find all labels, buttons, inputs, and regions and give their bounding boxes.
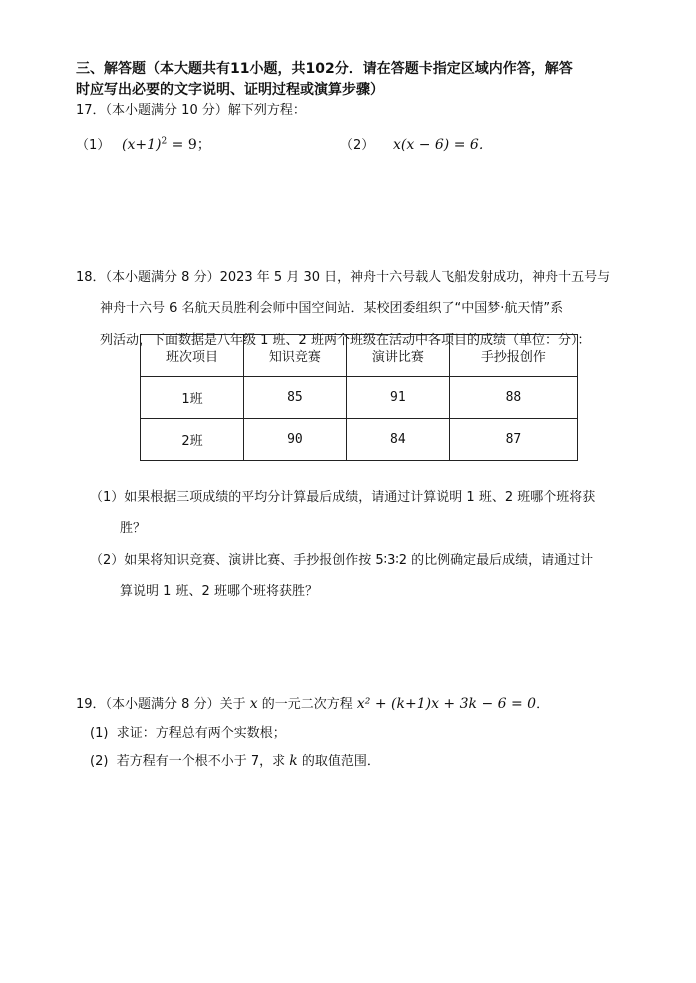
table-cell: 91 [346,377,449,419]
section-heading-title: 三、解答题 [76,61,146,77]
q17-part2-equation: x(x − 6) = 6． [393,137,493,153]
q18-line3: 列活动，下面数据是八年级 1 班、2 班两个班级在活动中各项目的成绩（单位：分）： [100,333,591,348]
q17-part1-label: （1） [76,138,111,153]
q19-header [76,694,549,715]
table-cell: 84 [346,419,449,461]
q17-header-text: （本小题满分 10 分）解下列方程： [105,103,306,118]
q18-sub2-line2: 算说明 1 班、2 班哪个班将获胜？ [120,584,318,599]
q19-sub2-pre: 若方程有一个根不小于 7，求 [116,754,290,769]
table-row [141,377,578,419]
q19-sub2-post: 的取值范围． [297,754,380,769]
q19-sub1-text: 求证：方程总有两个实数根； [116,726,286,741]
table-row [141,419,578,461]
q19-var-x: x [249,696,258,712]
q18-sub2-text: 如果将知识竞赛、演讲比赛、手抄报创作按 5∶3∶2 的比例确定最后成绩，请通过计 [124,553,594,568]
q19-sub1 [90,724,286,744]
q17-part2-label: （2） [340,138,375,153]
table-header-cell: 知识竞赛 [243,335,346,377]
table-cell: 90 [243,419,346,461]
table-cell: 1班 [141,377,244,419]
q17-header [76,101,306,121]
q19-sub2-label: (2) [90,754,109,769]
q19-header-mid: 的一元二次方程 [257,697,357,712]
table-header-cell: 班次项目 [141,335,244,377]
q17-part1-eq-right: = 9； [167,137,211,153]
q18-sub1-line1 [90,482,595,513]
q17-part1-eq-left: (x+1) [122,137,162,153]
table-header-cell: 演讲比赛 [346,335,449,377]
q17-part1-eq-exp: 2 [161,136,168,147]
q17-part1-equation [122,134,211,154]
q19-sub2 [90,751,380,772]
q19-header-pre: （本小题满分 8 分）关于 [105,697,250,712]
table-header-row [141,335,578,377]
section-heading [76,58,573,80]
q18-line1 [76,262,610,293]
q18-sub1-line2: 胜？ [120,521,147,536]
q19-sub1-label: (1) [90,726,109,741]
table-cell: 88 [449,377,577,419]
q18-line1-text: （本小题满分 8 分）2023 年 5 月 30 日，神舟十六号载人飞船发射成功，神舟十五号与 [105,270,611,285]
score-table [140,334,578,461]
q18-sub1-text: 如果根据三项成绩的平均分计算最后成绩，请通过计算说明 1 班、2 班哪个班将获 [124,490,596,505]
q19-equation: x² + (k+1)x + 3k − 6 = 0 [356,696,537,712]
table-header-cell: 手抄报创作 [449,335,577,377]
section-heading-note-line2-text: 时应写出必要的文字说明、证明过程或演算步骤） [76,82,384,98]
section-heading-note: （本大题共有11小题，共102分．请在答题卡指定区域内作答，解答 [146,61,573,77]
q19-sub2-var: k [289,753,298,769]
q18-sub2-label: （2） [90,553,125,568]
q19-number: 19． [76,697,106,712]
table-cell: 85 [243,377,346,419]
q18-line2: 神舟十六号 6 名航天员胜利会师中国空间站．某校团委组织了“中国梦·航天情”系 [100,301,564,316]
q17-number: 17． [76,103,106,118]
section-heading-note-line2 [76,79,384,101]
q18-number: 18． [76,270,106,285]
table-cell: 2班 [141,419,244,461]
q19-header-end: ． [536,697,550,712]
table-cell: 87 [449,419,577,461]
q18-sub1-label: （1） [90,490,125,505]
q18-sub2-line1 [90,545,593,576]
